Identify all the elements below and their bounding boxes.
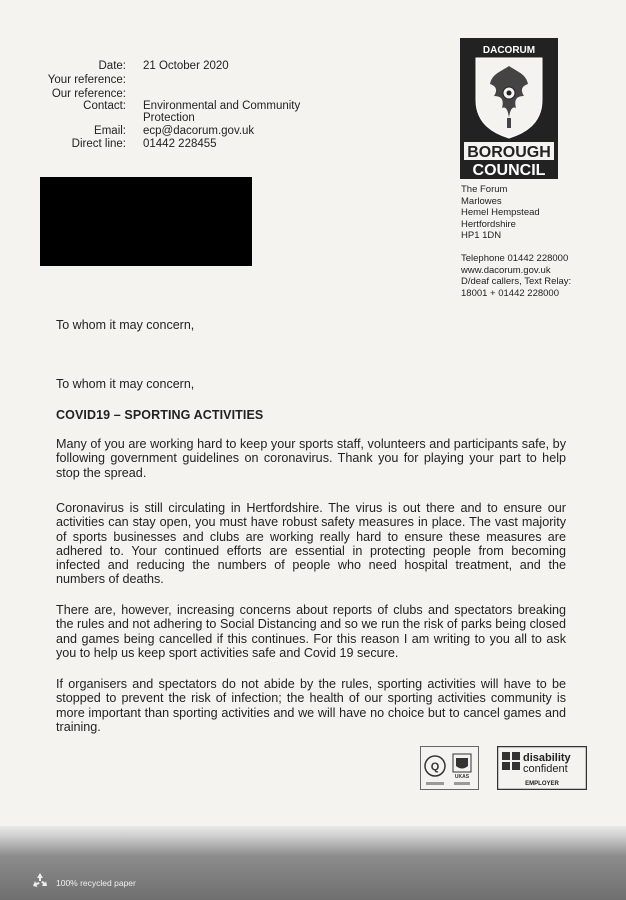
contact-label: Contact:: [83, 100, 126, 112]
ukas-label: UKAS: [454, 774, 470, 780]
email-label: Email:: [94, 125, 126, 137]
svg-text:BOROUGH: BOROUGH: [467, 144, 551, 161]
salutation-second: To whom it may concern,: [56, 377, 195, 391]
disability-confident-badge: [497, 746, 587, 790]
svg-text:COUNCIL: COUNCIL: [472, 162, 546, 179]
direct-line-value: 01442 228455: [143, 138, 217, 150]
your-reference-label: Your reference:: [47, 74, 126, 86]
letter-heading: COVID19 – SPORTING ACTIVITIES: [56, 408, 264, 422]
address-line: Hemel Hempstead: [461, 207, 540, 218]
svg-text:EMPLOYER: EMPLOYER: [525, 781, 559, 787]
paragraph-1: Many of you are working hard to keep your sports staff, volunteers and participants safe, by following government guidelines on coronavirus. Thank you for playing your part to help stop the spread.: [56, 437, 566, 480]
our-reference-label: Our reference:: [51, 88, 126, 100]
recycle-icon: [30, 871, 50, 891]
address-line: The Forum: [461, 184, 508, 195]
telephone-line: Telephone 01442 228000: [461, 253, 569, 264]
svg-text:Q: Q: [430, 761, 440, 773]
address-line: Marlowes: [461, 195, 502, 207]
text-relay-line: D/deaf callers, Text Relay:: [461, 276, 572, 287]
quality-certification-badge: [420, 746, 479, 790]
recycled-paper-note: 100% recycled paper: [56, 878, 136, 888]
svg-text:confident: confident: [523, 763, 568, 775]
address-line: Hertfordshire: [461, 218, 516, 230]
date-value: 21 October 2020: [143, 60, 229, 72]
dacorum-borough-council-logo: [460, 38, 558, 179]
paragraph-4: If organisers and spectators do not abide by the rules, sporting activities will have to be stopped to prevent the risk of infection; the health of our sporting activities community is more important than sporting activities and we will have no choice but to cancel games and training.: [56, 677, 566, 734]
website-line[interactable]: www.dacorum.gov.uk: [461, 264, 551, 276]
address-line: HP1 1DN: [461, 230, 502, 241]
text-relay-number: 18001 + 01442 228000: [461, 287, 560, 299]
paragraph-2: Coronavirus is still circulating in Hertfordshire. The virus is out there and to ensure our activities can stay open, you must have robust safety measures in place. The vast majority of sports businesses and clubs are working really hard to ensure these measures are adhered to. Your continued efforts are essential in protecting people from becoming infected and reducing the numbers of people who need hospital treatment, and the numbers of deaths.: [56, 501, 566, 587]
contact-value-cont: Protection: [143, 112, 195, 124]
footer-band: [0, 826, 626, 900]
paragraph-3: There are, however, increasing concerns about reports of clubs and spectators breaking the rules and not adhering to Social Distancing and so we run the risk of parks being closed and games being cancelled if this continues. For this reason I am writing to you all to ask you to help us keep sport activities safe and Covid 19 secure.: [56, 603, 566, 660]
direct-line-label: Direct line:: [71, 138, 126, 150]
svg-text:disability: disability: [523, 752, 571, 764]
council-contact: [461, 253, 621, 299]
redacted-address-block: [40, 177, 252, 266]
contact-value: Environmental and Community: [143, 100, 301, 112]
salutation-first: To whom it may concern,: [56, 318, 195, 332]
email-value[interactable]: ecp@dacorum.gov.uk: [143, 125, 255, 137]
date-label: Date:: [98, 60, 126, 72]
svg-text:DACORUM: DACORUM: [482, 45, 536, 56]
council-address: [461, 184, 611, 242]
